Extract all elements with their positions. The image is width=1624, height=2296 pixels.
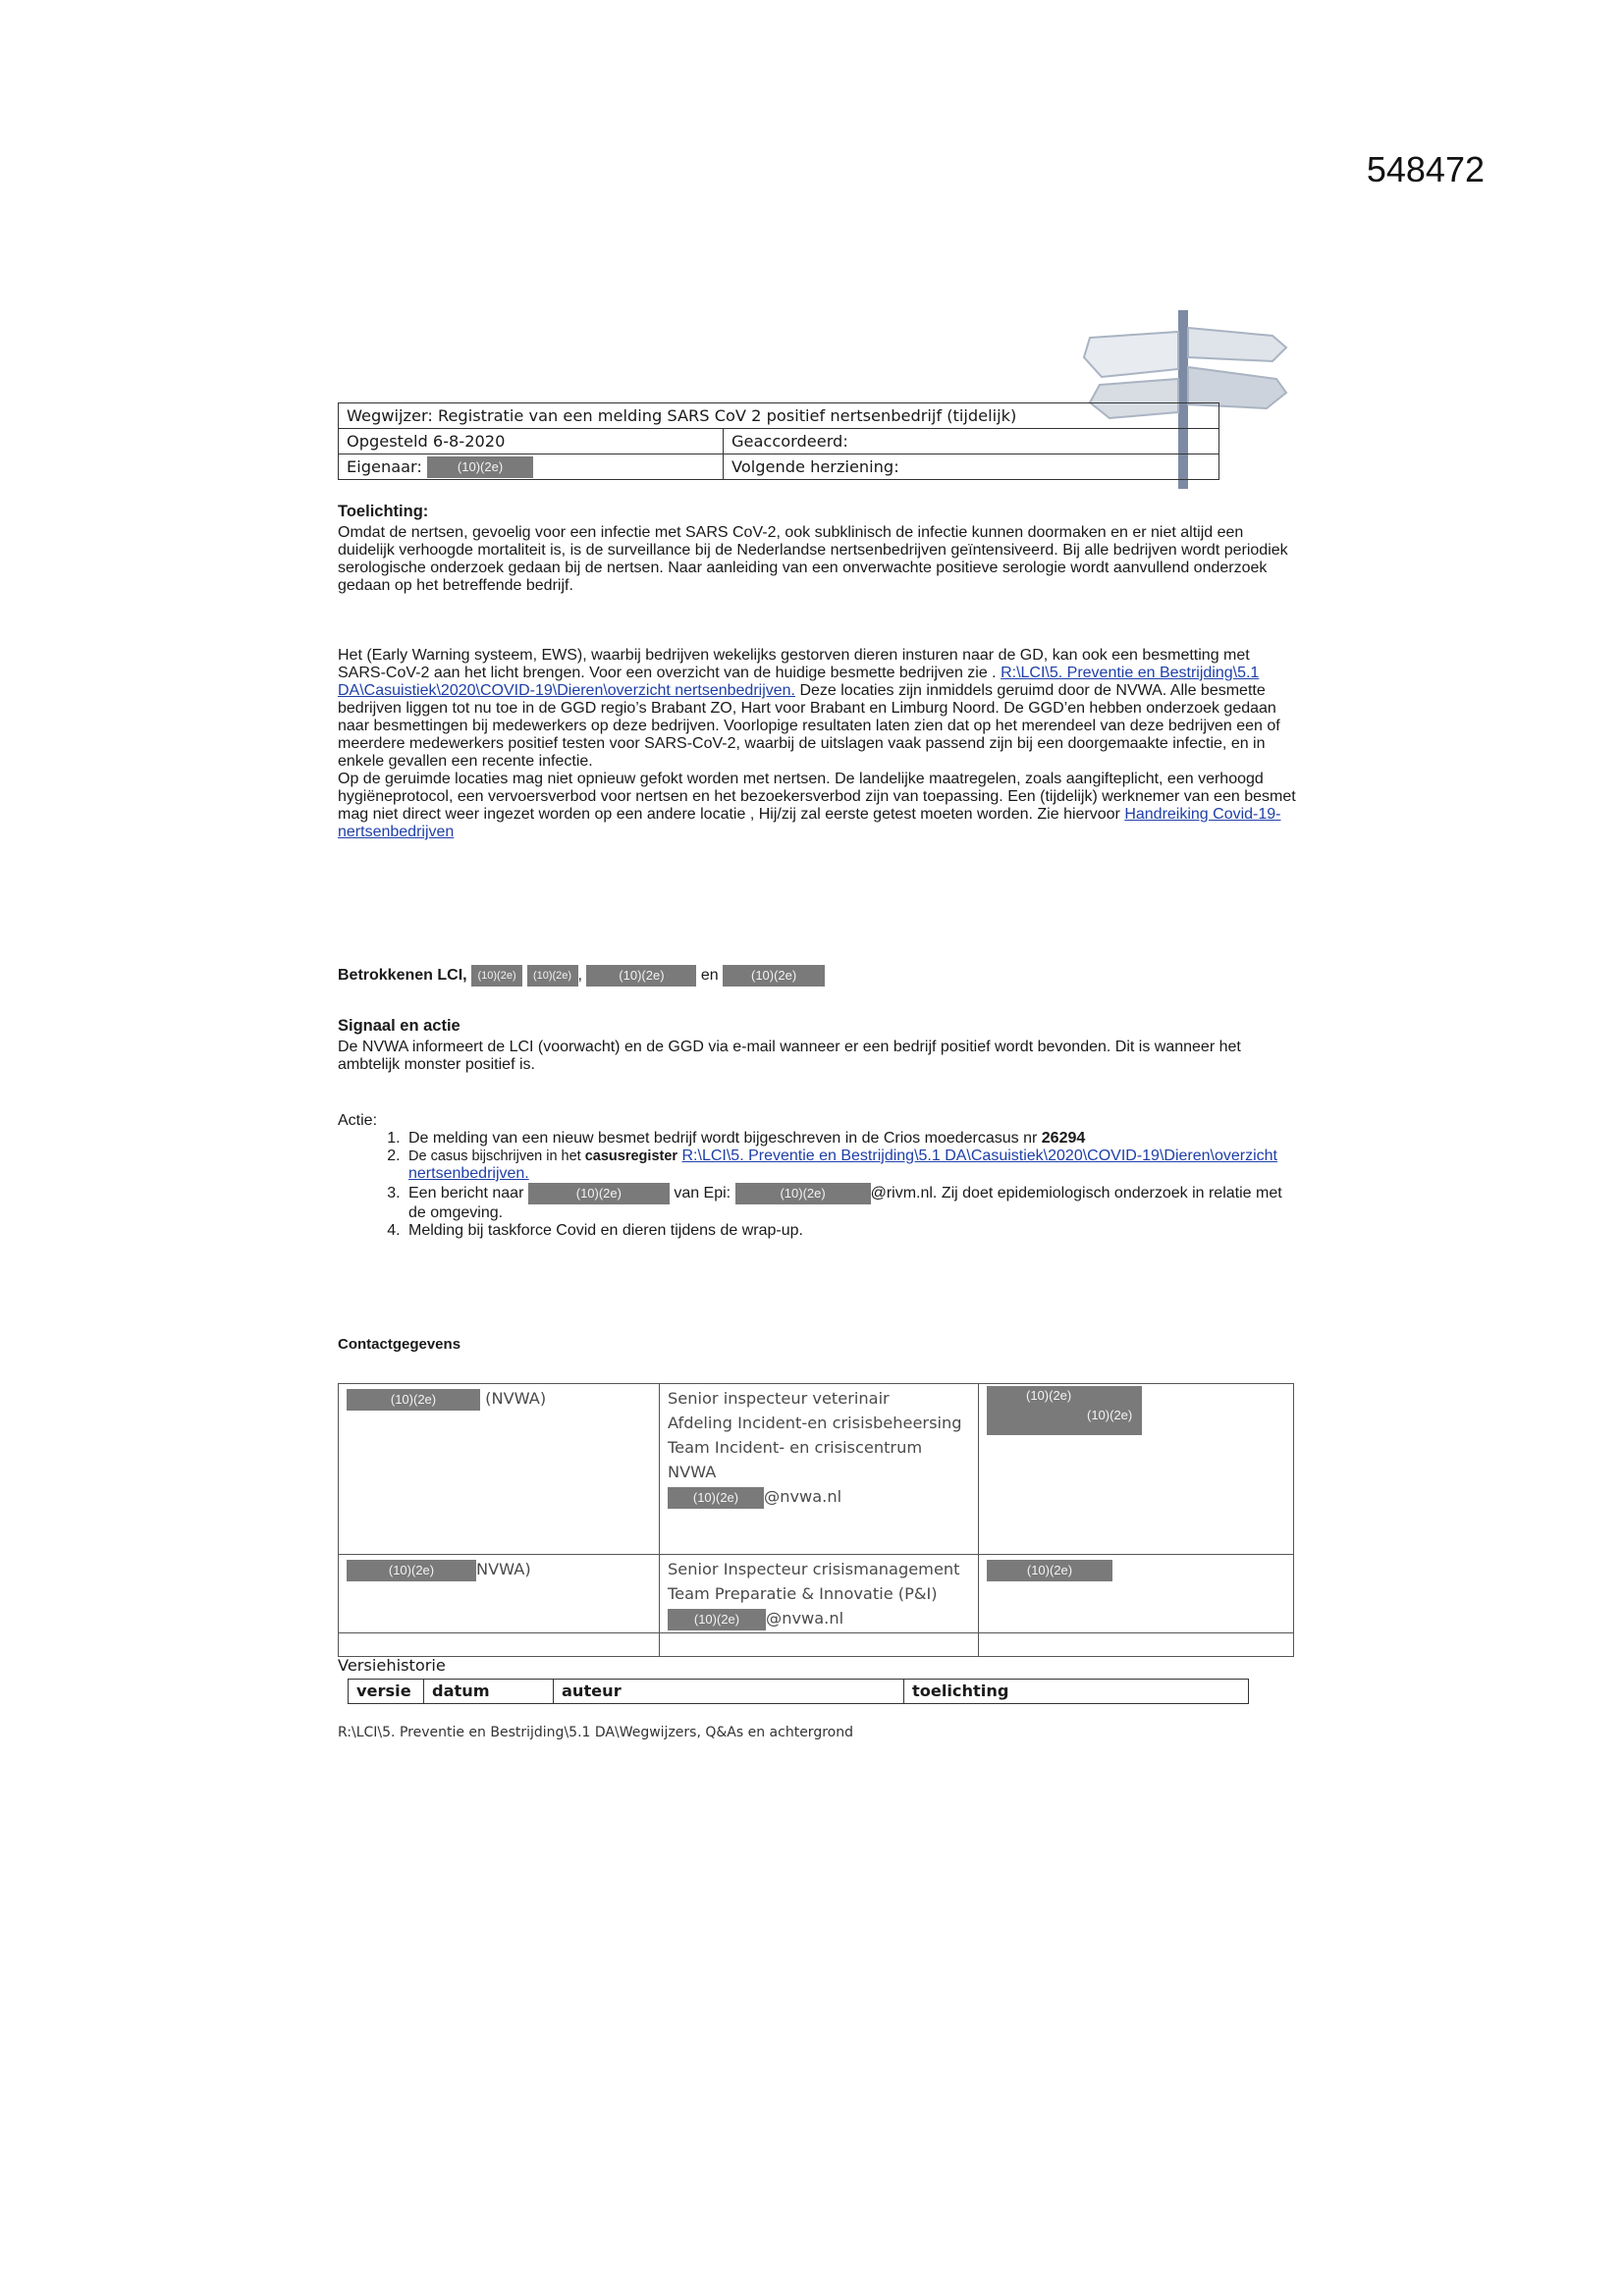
betrokkenen-line: Betrokkenen LCI, (10)(2e) (10)(2e) , (10)(2e) en (10)(2e) xyxy=(338,965,1300,987)
actie-item-1: 1. De melding van een nieuw besmet bedrijf wordt bijgeschreven in de Crios moedercasus nr 26294 xyxy=(405,1130,1300,1148)
contact-table xyxy=(338,1383,1294,1657)
actie-item-4: 4. Melding bij taskforce Covid en dieren tijdens de wrap-up. xyxy=(405,1222,1300,1240)
contact-row2-name: (10)(2e) NVWA) xyxy=(339,1555,660,1633)
toelichting-section xyxy=(338,500,1300,595)
actie-list xyxy=(338,1130,1300,1240)
actie-item-2: 2. De casus bijschrijven in het casusregister R:\LCI\5. Preventie en Bestrijding\5.1 DA\Casuistiek\2020\COVID-19\Dieren\overzicht nertsenbedrijven. xyxy=(405,1148,1300,1183)
casusregister-link[interactable]: R:\LCI\5. Preventie en Bestrijding\5.1 DA\Casuistiek\2020\COVID-19\Dieren\overzicht nertsenbedrijven. xyxy=(408,1148,1277,1182)
redaction-box: (10)(2e) xyxy=(427,456,533,478)
redaction-box: (10)(2e) xyxy=(723,965,825,987)
redaction-box: (10)(2e) xyxy=(987,1560,1112,1581)
toelichting-paragraph-1: Omdat de nertsen, gevoelig voor een infectie met SARS CoV-2, ook subklinisch de infectie kunnen doormaken en er niet altijd een duidelijk verhoogde mortaliteit is, is de surveillance bij de Nederlandse nertsenbedrijven geïntensiveerd. Bij alle bedrijven wordt periodiek serologische onderzoek gedaan bij de nertsen. Naar aanleiding van een onverwachte positieve serologie wordt aanvullend onderzoek gedaan op het betreffende bedrijf. xyxy=(338,524,1288,594)
redaction-box: (10)(2e) xyxy=(668,1609,766,1630)
version-col-auteur: auteur xyxy=(554,1680,904,1704)
header-eigenaar xyxy=(339,454,724,480)
signaal-text: De NVWA informeert de LCI (voorwacht) en de GGD via e-mail wanneer er een bedrijf positief wordt bevonden. Dit is wanneer het ambtelijk monster positief is. xyxy=(338,1039,1241,1073)
header-geaccordeerd: Geaccordeerd: xyxy=(724,429,1219,454)
contact-row3-empty xyxy=(660,1633,979,1657)
versiehistorie-table xyxy=(348,1679,1249,1704)
header-volgende-herziening: Volgende herziening: xyxy=(724,454,1219,480)
signaal-heading: Signaal en actie xyxy=(338,1017,460,1035)
contact-row2-role: Senior Inspecteur crisismanagement Team Preparatie & Innovatie (P&I) (10)(2e) @nvwa.nl xyxy=(660,1555,979,1633)
toelichting-paragraph-2: Het (Early Warning systeem, EWS), waarbij bedrijven wekelijks gestorven dieren insturen naar de GD, kan ook een besmetting met SARS-CoV-2 aan het licht brengen. Voor een overzicht van de huidige besmette bedrijven zie . R:\LCI\5. Preventie en Bestrijding\5.1 DA\Casuistiek\2020\COVID-19\Dieren\overzicht nertsenbedrijven. Deze locaties zijn inmiddels geruimd door de NVWA. Alle besmette bedrijven liggen tot nu toe in de GGD regio’s Brabant ZO, Hart voor Brabant en Limburg Noord. De GGD’en hebben onderzoek gedaan naar besmettingen bij medewerkers op deze bedrijven. Voorlopige resultaten laten zien dat op het merendeel van deze bedrijven een of meerdere medewerkers positief testen voor SARS-CoV-2, waarbij de uitslagen vaak passend zijn bij een doorgemaakte infectie, en in enkele gevallen een recente infectie. xyxy=(338,647,1280,770)
actie-item-3: 3. Een bericht naar (10)(2e) van Epi: (10)(2e) @rivm.nl. Zij doet epidemiologisch onderzoek in relatie met de omgeving. xyxy=(405,1183,1300,1222)
header-opgesteld: Opgesteld 6-8-2020 xyxy=(339,429,724,454)
redaction-box: (10)(2e) xyxy=(347,1560,476,1581)
footer-path: R:\LCI\5. Preventie en Bestrijding\5.1 DA\Wegwijzers, Q&As en achtergrond xyxy=(338,1725,853,1740)
contact-row1-name: (10)(2e) (NVWA) xyxy=(339,1384,660,1555)
redaction-box: (10)(2e) xyxy=(527,965,578,987)
redaction-box: (10)(2e) xyxy=(347,1389,480,1411)
actie-section xyxy=(338,1112,1300,1240)
versiehistorie-label: Versiehistorie xyxy=(338,1656,446,1675)
eigenaar-label: Eigenaar: xyxy=(347,456,422,476)
redaction-box: (10)(2e) xyxy=(471,965,522,987)
contact-row3-empty xyxy=(979,1633,1294,1657)
toelichting-heading: Toelichting: xyxy=(338,503,429,520)
betrokkenen-en: en xyxy=(700,967,719,985)
contact-heading-wrap xyxy=(338,1332,1300,1357)
header-table xyxy=(338,402,1219,480)
header-title: Wegwijzer: Registratie van een melding SARS CoV 2 positief nertsenbedrijf (tijdelijk) xyxy=(339,403,1219,429)
ews-section xyxy=(338,647,1300,841)
contact-row1-phone xyxy=(979,1384,1294,1555)
version-col-datum: datum xyxy=(424,1680,554,1704)
contact-row1-role: Senior inspecteur veterinair Afdeling Incident-en crisisbeheersing Team Incident- en crisiscentrum NVWA (10)(2e) @nvwa.nl xyxy=(660,1384,979,1555)
redaction-box: (10)(2e) xyxy=(586,965,696,987)
redaction-box: (10)(2e) xyxy=(668,1487,764,1509)
toelichting-paragraph-3: Op de geruimde locaties mag niet opnieuw gefokt worden met nertsen. De landelijke maatregelen, zoals aangifteplicht, een verhoogd hygiëneprotocol, een vervoersverbod voor nertsen en het bezoekersverbod zijn van toepassing. Een (tijdelijk) werknemer van een besmet mag niet direct weer ingezet worden op een andere locatie , Hij/zij zal eerste getest moeten worden. Zie hiervoor Handreiking Covid-19-nertsenbedrijven xyxy=(338,771,1296,840)
betrokkenen-label: Betrokkenen LCI, xyxy=(338,967,467,985)
redaction-box: (10)(2e) xyxy=(735,1183,871,1204)
version-col-toelichting: toelichting xyxy=(904,1680,1249,1704)
actie-label: Actie: xyxy=(338,1112,378,1129)
version-col-versie: versie xyxy=(349,1680,424,1704)
handreiking-link[interactable]: Handreiking Covid-19-nertsenbedrijven xyxy=(338,806,1281,840)
overzicht-nertsenbedrijven-link[interactable]: R:\LCI\5. Preventie en Bestrijding\5.1 DA\Casuistiek\2020\COVID-19\Dieren\overzicht nertsenbedrijven. xyxy=(338,665,1260,699)
contact-heading: Contactgegevens xyxy=(338,1336,461,1353)
redaction-box: (10)(2e) xyxy=(528,1183,670,1204)
contact-row3-empty xyxy=(339,1633,660,1657)
contact-row2-phone xyxy=(979,1555,1294,1633)
signaal-section xyxy=(338,1014,1300,1074)
redaction-box: (10)(2e) (10)(2e) xyxy=(987,1386,1142,1435)
document-number: 548472 xyxy=(1366,149,1485,189)
